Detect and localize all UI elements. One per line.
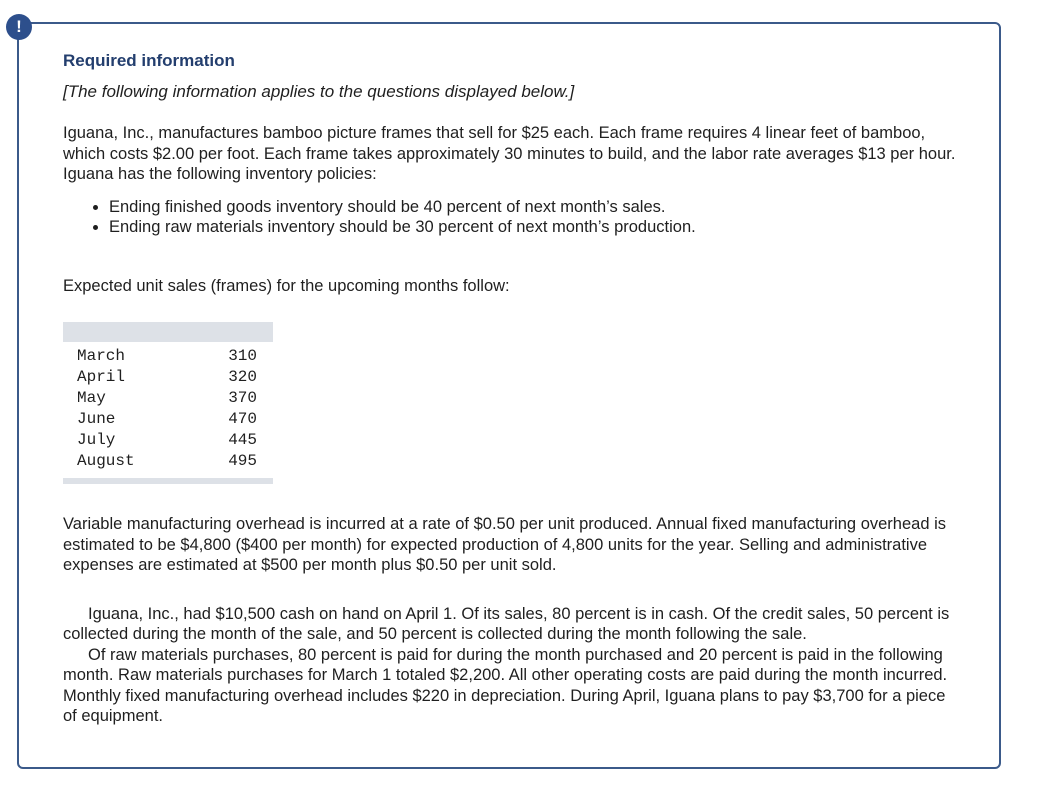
table-header-band [63,322,273,342]
table-row [63,409,273,430]
cash-paragraph: Iguana, Inc., had $10,500 cash on hand on April 1. Of its sales, 80 percent is in cash. Of the credit sales, 50 percent is collected during the month of the sale, and 50 percent is collected during the month following the sale. [63,604,950,643]
month-cell: March [77,347,126,365]
units-cell: 310 [228,347,257,365]
table-row [63,430,273,451]
sales-intro: Expected unit sales (frames) for the upcoming months follow: [63,276,510,295]
policy-item: • Ending raw materials inventory should be 30 percent of next month’s production. [109,217,963,238]
units-cell: 445 [228,431,257,449]
purchases-paragraph: Of raw materials purchases, 80 percent is paid for during the month purchased and 20 percent is paid in the following month. Raw materials purchases for March 1 totaled $2,200. All other operating costs are paid during the month incurred. Monthly fixed manufacturing overhead includes $220 in depreciation. During April, Iguana plans to pay $3,700 for a piece of equipment. [63,645,948,725]
expected-sales-table [63,322,273,484]
month-cell: July [77,431,116,449]
table-footer-band [63,472,273,484]
table-row [63,367,273,388]
table-row [63,342,273,367]
month-cell: April [77,368,126,386]
section-title: Required information [63,51,235,70]
month-cell: May [77,389,106,407]
units-cell: 495 [228,452,257,470]
month-cell: June [77,410,116,428]
instruction-note: [The following information applies to the questions displayed below.] [63,82,575,101]
overhead-paragraph: Variable manufacturing overhead is incurred at a rate of $0.50 per unit produced. Annual fixed manufacturing overhead is estimated to be $4,800 ($400 per month) for expected production of 4,800 units for the year. Selling and administrative expenses are estimated at $500 per month plus $0.50 per unit sold. [63,515,946,574]
inventory-policy-list [63,197,963,238]
alert-icon: ! [6,14,32,40]
card-content [63,50,963,727]
units-cell: 470 [228,410,257,428]
required-information-card [17,22,1001,769]
month-cell: August [77,452,135,470]
intro-paragraph: Iguana, Inc., manufactures bamboo picture frames that sell for $25 each. Each frame requires 4 linear feet of bamboo, which costs $2.00 per foot. Each frame takes approximately 30 minutes to build, and the labor rate averages $13 per hour. Iguana has the following inventory policies: [63,124,956,183]
table-row [63,388,273,409]
table-row [63,451,273,472]
units-cell: 370 [228,389,257,407]
units-cell: 320 [228,368,257,386]
policy-item: • Ending finished goods inventory should be 40 percent of next month’s sales. [109,197,963,218]
